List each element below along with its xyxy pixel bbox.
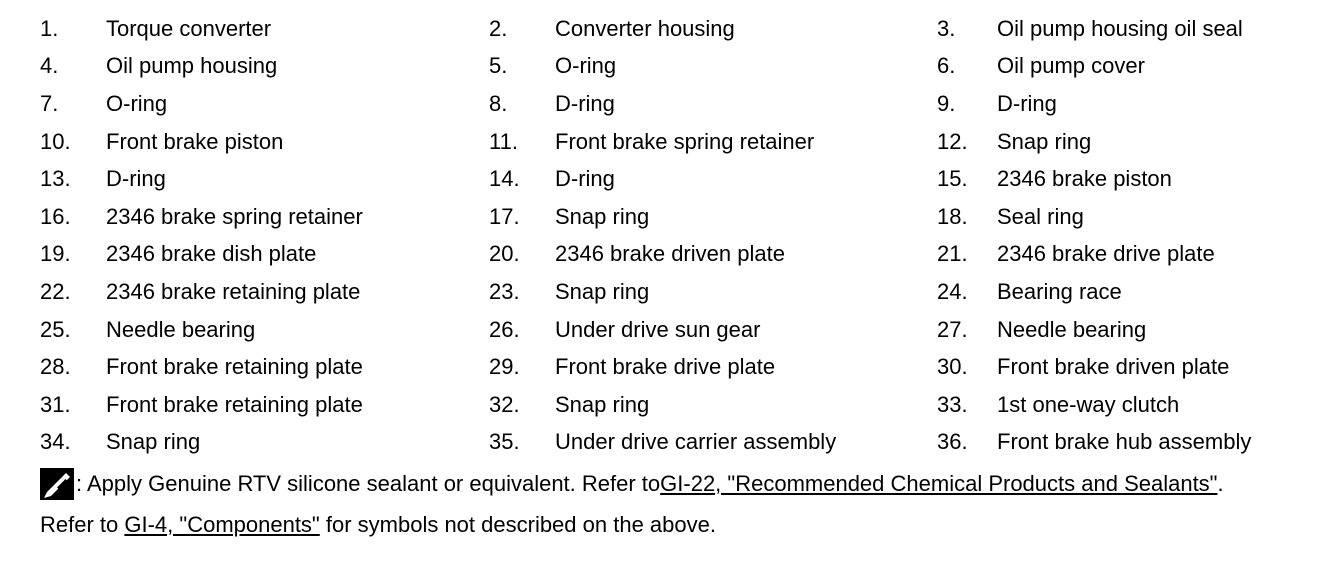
part-number: 27.: [937, 316, 968, 342]
part-name: D-ring: [997, 90, 1057, 116]
part-name: Front brake spring retainer: [555, 128, 815, 154]
gi-4-link[interactable]: GI-4, "Components": [124, 512, 320, 537]
components-note: [40, 514, 716, 536]
part-number: 20.: [489, 241, 520, 267]
part-name: D-ring: [106, 166, 166, 192]
part-number: 16.: [40, 203, 71, 229]
part-number: 28.: [40, 354, 71, 380]
part-number: 21.: [937, 241, 968, 267]
part-name: Front brake hub assembly: [997, 429, 1252, 455]
part-name: O-ring: [106, 90, 168, 116]
sealant-icon: [40, 468, 74, 500]
part-name: 2346 brake spring retainer: [106, 203, 363, 229]
part-name: 1st one-way clutch: [997, 391, 1180, 417]
part-name: Oil pump housing oil seal: [997, 15, 1243, 41]
part-name: Bearing race: [997, 278, 1122, 304]
sealant-note-text: : Apply Genuine RTV silicone sealant or equivalent. Refer to: [76, 471, 661, 496]
part-name: Snap ring: [555, 278, 650, 304]
part-number: 34.: [40, 429, 71, 455]
part-number: 7.: [40, 90, 59, 116]
components-note-prefix: Refer to: [40, 512, 125, 537]
part-name: Snap ring: [106, 429, 201, 455]
part-name: Front brake retaining plate: [106, 391, 363, 417]
part-number: 19.: [40, 241, 71, 267]
part-name: Seal ring: [997, 203, 1084, 229]
part-number: 6.: [937, 53, 956, 79]
part-number: 31.: [40, 391, 71, 417]
part-name: Front brake drive plate: [555, 354, 776, 380]
part-name: Needle bearing: [997, 316, 1147, 342]
part-name: O-ring: [555, 53, 617, 79]
part-number: 9.: [937, 90, 956, 116]
part-name: Oil pump cover: [997, 53, 1145, 79]
part-number: 10.: [40, 128, 71, 154]
part-number: 23.: [489, 278, 520, 304]
part-name: D-ring: [555, 166, 615, 192]
part-number: 14.: [489, 166, 520, 192]
part-number: 2.: [489, 15, 508, 41]
part-name: Needle bearing: [106, 316, 256, 342]
part-number: 5.: [489, 53, 508, 79]
part-name: 2346 brake driven plate: [555, 241, 785, 267]
part-number: 17.: [489, 203, 520, 229]
part-name: 2346 brake retaining plate: [106, 278, 361, 304]
part-name: Front brake driven plate: [997, 354, 1230, 380]
part-number: 30.: [937, 354, 968, 380]
part-number: 22.: [40, 278, 71, 304]
part-number: 13.: [40, 166, 71, 192]
part-number: 29.: [489, 354, 520, 380]
part-name: 2346 brake dish plate: [106, 241, 317, 267]
part-number: 1.: [40, 15, 59, 41]
part-name: Snap ring: [997, 128, 1092, 154]
part-name: Under drive sun gear: [555, 316, 761, 342]
part-name: D-ring: [555, 90, 615, 116]
part-number: 36.: [937, 429, 968, 455]
part-number: 18.: [937, 203, 968, 229]
part-name: Converter housing: [555, 15, 735, 41]
part-name: Under drive carrier assembly: [555, 429, 837, 455]
part-number: 25.: [40, 316, 71, 342]
sealant-note: [40, 468, 1224, 500]
part-number: 4.: [40, 53, 59, 79]
part-name: 2346 brake piston: [997, 166, 1172, 192]
part-number: 33.: [937, 391, 968, 417]
part-number: 8.: [489, 90, 508, 116]
part-number: 15.: [937, 166, 968, 192]
sealant-note-end: .: [1217, 471, 1224, 496]
part-name: Torque converter: [106, 15, 272, 41]
part-number: 32.: [489, 391, 520, 417]
part-number: 24.: [937, 278, 968, 304]
parts-list: [40, 10, 1344, 461]
part-number: 12.: [937, 128, 968, 154]
part-name: Snap ring: [555, 391, 650, 417]
part-name: Oil pump housing: [106, 53, 278, 79]
part-name: Front brake piston: [106, 128, 284, 154]
part-number: 3.: [937, 15, 956, 41]
components-note-suffix: for symbols not described on the above.: [319, 512, 716, 537]
part-name: Snap ring: [555, 203, 650, 229]
part-number: 11.: [489, 128, 518, 154]
part-number: 26.: [489, 316, 520, 342]
part-name: Front brake retaining plate: [106, 354, 363, 380]
part-number: 35.: [489, 429, 520, 455]
part-name: 2346 brake drive plate: [997, 241, 1215, 267]
gi-22-link[interactable]: GI-22, "Recommended Chemical Products and Sealants": [660, 471, 1218, 496]
